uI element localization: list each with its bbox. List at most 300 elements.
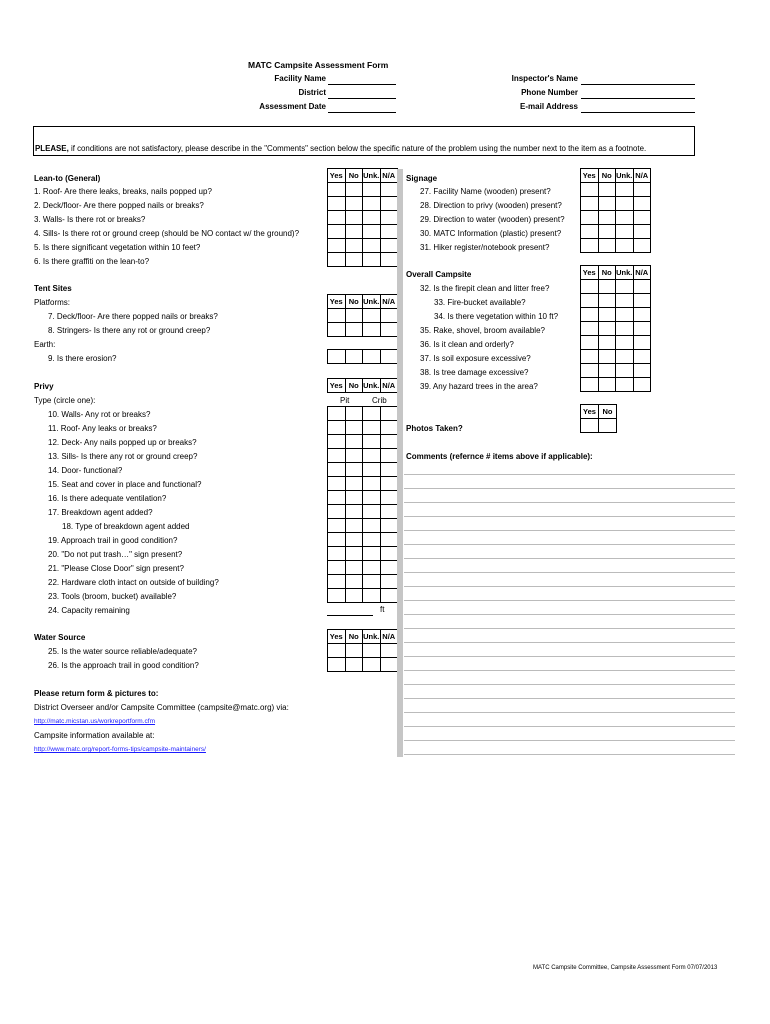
checkbox-cell[interactable] <box>328 561 346 575</box>
checkbox-cell[interactable] <box>633 350 651 364</box>
privy-type-label: Type (circle one): <box>34 396 96 405</box>
signage-title: Signage <box>406 174 438 183</box>
comment-line[interactable] <box>404 712 735 713</box>
checkbox-cell[interactable] <box>616 225 634 239</box>
checkbox-cell[interactable] <box>380 225 398 239</box>
checkbox-cell[interactable] <box>598 336 616 350</box>
checkbox-cell[interactable] <box>380 561 398 575</box>
checkbox-cell[interactable] <box>616 364 634 378</box>
overall-item-32: 32. Is the firepit clean and litter free? <box>420 284 550 293</box>
grid-row <box>328 561 398 575</box>
campsite-maintainers-link[interactable]: http://www.matc.org/report-forms-tips/campsite-maintainers/ <box>34 746 206 753</box>
facility-label: Facility Name <box>274 74 326 83</box>
checkbox-cell[interactable] <box>581 378 599 392</box>
yes-header: Yes <box>328 379 346 393</box>
signage-item-30: 30. MATC Information (plastic) present? <box>420 229 562 238</box>
checkbox-cell[interactable] <box>380 589 398 603</box>
checkbox-cell[interactable] <box>328 547 346 561</box>
grid-row <box>328 309 398 323</box>
checkbox-cell[interactable] <box>363 197 381 211</box>
checkbox-cell[interactable] <box>598 308 616 322</box>
checkbox-cell[interactable] <box>598 322 616 336</box>
checkbox-cell[interactable] <box>328 658 346 672</box>
earth-label: Earth: <box>34 340 56 349</box>
comment-line[interactable] <box>404 502 735 503</box>
privy-item-11: 11. Roof- Any leaks or breaks? <box>48 424 157 433</box>
checkbox-cell[interactable] <box>599 419 617 433</box>
no-header: No <box>345 379 363 393</box>
water-item-25: 25. Is the water source reliable/adequate? <box>48 647 197 656</box>
grid-row <box>581 183 651 197</box>
grid-row <box>581 322 651 336</box>
checkbox-cell[interactable] <box>581 419 599 433</box>
checkbox-cell[interactable] <box>380 644 398 658</box>
privy-title: Privy <box>34 382 54 391</box>
checkbox-cell[interactable] <box>363 225 381 239</box>
grid-row <box>328 589 398 603</box>
email-label: E-mail Address <box>520 102 578 111</box>
leanto-item-5: 5. Is there significant vegetation within 10 feet? <box>34 243 201 252</box>
checkbox-cell[interactable] <box>633 308 651 322</box>
checkbox-cell[interactable] <box>363 407 381 421</box>
checkbox-cell[interactable] <box>616 336 634 350</box>
checkbox-cell[interactable] <box>598 211 616 225</box>
checkbox-cell[interactable] <box>616 280 634 294</box>
checkbox-cell[interactable] <box>598 225 616 239</box>
return-link2-wrap <box>34 745 206 755</box>
checkbox-cell[interactable] <box>345 197 363 211</box>
checkbox-cell[interactable] <box>363 435 381 449</box>
grid-row <box>328 211 398 225</box>
checkbox-cell[interactable] <box>598 378 616 392</box>
privy-item-21: 21. "Please Close Door" sign present? <box>48 564 184 573</box>
checkbox-cell[interactable] <box>345 589 363 603</box>
comment-line[interactable] <box>404 684 735 685</box>
checkbox-cell[interactable] <box>633 336 651 350</box>
checkbox-cell[interactable] <box>598 350 616 364</box>
checkbox-cell[interactable] <box>345 491 363 505</box>
privy-item-15: 15. Seat and cover in place and functional? <box>48 480 202 489</box>
comments-label: Comments (refernce # items above if applicable): <box>406 452 593 461</box>
checkbox-cell[interactable] <box>328 407 346 421</box>
checkbox-cell[interactable] <box>598 197 616 211</box>
checkbox-cell[interactable] <box>363 463 381 477</box>
yes-header: Yes <box>581 169 599 183</box>
checkbox-cell[interactable] <box>363 547 381 561</box>
grid-row <box>581 378 651 392</box>
checkbox-cell[interactable] <box>598 364 616 378</box>
grid-row <box>328 253 398 267</box>
checkbox-cell[interactable] <box>380 658 398 672</box>
tent-item-7: 7. Deck/floor- Are there popped nails or breaks? <box>48 312 218 321</box>
checkbox-cell[interactable] <box>581 350 599 364</box>
comment-line[interactable] <box>404 586 735 587</box>
signage-item-31: 31. Hiker register/notebook present? <box>420 243 550 252</box>
grid-row <box>581 419 617 433</box>
checkbox-cell[interactable] <box>363 505 381 519</box>
checkbox-cell[interactable] <box>380 449 398 463</box>
checkbox-cell[interactable] <box>633 183 651 197</box>
checkbox-cell[interactable] <box>328 644 346 658</box>
water-title: Water Source <box>34 633 86 642</box>
instruction-body: if conditions are not satisfactory, please describe in the "Comments" section below the specific nature of the problem using the number next to the item as a footnote. <box>68 144 647 153</box>
checkbox-cell[interactable] <box>380 491 398 505</box>
yes-header: Yes <box>328 630 346 644</box>
grid-row <box>328 197 398 211</box>
grid-header-row <box>328 169 398 183</box>
return-line2: Campsite information available at: <box>34 731 155 740</box>
checkbox-cell[interactable] <box>363 350 381 364</box>
signage-item-29: 29. Direction to water (wooden) present? <box>420 215 565 224</box>
checkbox-cell[interactable] <box>633 211 651 225</box>
checkbox-cell[interactable] <box>345 435 363 449</box>
return-title: Please return form & pictures to: <box>34 689 159 698</box>
na-header: N/A <box>380 295 398 309</box>
overall-item-39: 39. Any hazard trees in the area? <box>420 382 538 391</box>
grid-row <box>328 435 398 449</box>
privy-item-14: 14. Door- functional? <box>48 466 123 475</box>
phone-field[interactable] <box>581 89 695 99</box>
checkbox-cell[interactable] <box>345 533 363 547</box>
checkbox-cell[interactable] <box>328 323 346 337</box>
checkbox-cell[interactable] <box>363 253 381 267</box>
comment-line[interactable] <box>404 656 735 657</box>
checkbox-cell[interactable] <box>380 505 398 519</box>
checkbox-cell[interactable] <box>380 547 398 561</box>
grid-row <box>328 491 398 505</box>
checkbox-cell[interactable] <box>363 575 381 589</box>
checkbox-cell[interactable] <box>363 449 381 463</box>
privy-item-22: 22. Hardware cloth intact on outside of building? <box>48 578 219 587</box>
checkbox-cell[interactable] <box>633 280 651 294</box>
checkbox-cell[interactable] <box>380 239 398 253</box>
privy-item-12: 12. Deck- Any nails popped up or breaks? <box>48 438 197 447</box>
grid-header-row <box>581 266 651 280</box>
inspector-field[interactable] <box>581 75 695 85</box>
grid-row <box>581 225 651 239</box>
checkbox-cell[interactable] <box>363 323 381 337</box>
instruction-bold: PLEASE, <box>35 144 69 153</box>
photos-label: Photos Taken? <box>406 424 463 433</box>
leanto-item-3: 3. Walls- Is there rot or breaks? <box>34 215 146 224</box>
checkbox-cell[interactable] <box>380 435 398 449</box>
comment-line[interactable] <box>404 474 735 475</box>
checkbox-cell[interactable] <box>616 350 634 364</box>
privy-item-17: 17. Breakdown agent added? <box>48 508 153 517</box>
water-grid <box>327 629 398 672</box>
checkbox-cell[interactable] <box>345 225 363 239</box>
grid-row <box>581 308 651 322</box>
checkbox-cell[interactable] <box>328 183 346 197</box>
checkbox-cell[interactable] <box>363 561 381 575</box>
grid-row <box>328 519 398 533</box>
checkbox-cell[interactable] <box>616 308 634 322</box>
yes-header: Yes <box>581 266 599 280</box>
email-field[interactable] <box>581 103 695 113</box>
tent-item-9: 9. Is there erosion? <box>48 354 117 363</box>
checkbox-cell[interactable] <box>380 309 398 323</box>
comment-line[interactable] <box>404 628 735 629</box>
phone-label: Phone Number <box>521 88 578 97</box>
checkbox-cell[interactable] <box>581 225 599 239</box>
checkbox-cell[interactable] <box>363 491 381 505</box>
checkbox-cell[interactable] <box>328 491 346 505</box>
checkbox-cell[interactable] <box>380 197 398 211</box>
unk-header: Unk. <box>616 169 634 183</box>
na-header: N/A <box>380 630 398 644</box>
return-link1-wrap <box>34 717 155 727</box>
privy-type-crib[interactable]: Crib <box>372 396 387 405</box>
checkbox-cell[interactable] <box>328 197 346 211</box>
grid-row <box>581 294 651 308</box>
privy-type-pit[interactable]: Pit <box>340 396 350 405</box>
grid-header-row <box>328 379 398 393</box>
checkbox-cell[interactable] <box>328 309 346 323</box>
capacity-field[interactable] <box>327 604 373 616</box>
checkbox-cell[interactable] <box>345 407 363 421</box>
checkbox-cell[interactable] <box>616 322 634 336</box>
grid-row <box>581 364 651 378</box>
checkbox-cell[interactable] <box>380 253 398 267</box>
district-label: District <box>298 88 326 97</box>
checkbox-cell[interactable] <box>380 477 398 491</box>
leanto-item-6: 6. Is there graffiti on the lean-to? <box>34 257 150 266</box>
footer-text: MATC Campsite Committee, Campsite Assessment Form 07/07/2013 <box>533 965 718 971</box>
checkbox-cell[interactable] <box>581 336 599 350</box>
checkbox-cell[interactable] <box>581 280 599 294</box>
checkbox-cell[interactable] <box>345 575 363 589</box>
checkbox-cell[interactable] <box>328 225 346 239</box>
checkbox-cell[interactable] <box>345 505 363 519</box>
checkbox-cell[interactable] <box>581 322 599 336</box>
overall-item-38: 38. Is tree damage excessive? <box>420 368 529 377</box>
grid-row <box>328 421 398 435</box>
checkbox-cell[interactable] <box>363 644 381 658</box>
checkbox-cell[interactable] <box>581 197 599 211</box>
checkbox-cell[interactable] <box>345 309 363 323</box>
workreport-link[interactable]: http://matc.micstan.us/workreportform.cfm <box>34 718 156 725</box>
checkbox-cell[interactable] <box>616 211 634 225</box>
checkbox-cell[interactable] <box>633 322 651 336</box>
checkbox-cell[interactable] <box>633 197 651 211</box>
checkbox-cell[interactable] <box>616 294 634 308</box>
checkbox-cell[interactable] <box>616 239 634 253</box>
checkbox-cell[interactable] <box>345 644 363 658</box>
checkbox-cell[interactable] <box>363 183 381 197</box>
leanto-title: Lean-to (General) <box>34 174 101 183</box>
checkbox-cell[interactable] <box>328 239 346 253</box>
privy-item-13: 13. Sills- Is there any rot or ground creep? <box>48 452 198 461</box>
grid-row <box>328 644 398 658</box>
leanto-grid <box>327 168 398 267</box>
unk-header: Unk. <box>363 630 381 644</box>
checkbox-cell[interactable] <box>328 435 346 449</box>
na-header: N/A <box>380 379 398 393</box>
checkbox-cell[interactable] <box>328 211 346 225</box>
no-header: No <box>345 295 363 309</box>
checkbox-cell[interactable] <box>328 575 346 589</box>
comment-line[interactable] <box>404 488 735 489</box>
district-field[interactable] <box>328 89 396 99</box>
grid-row <box>581 350 651 364</box>
checkbox-cell[interactable] <box>363 211 381 225</box>
checkbox-cell[interactable] <box>328 421 346 435</box>
checkbox-cell[interactable] <box>328 350 346 364</box>
comment-line[interactable] <box>404 740 735 741</box>
checkbox-cell[interactable] <box>328 589 346 603</box>
grid-row <box>328 323 398 337</box>
overall-title: Overall Campsite <box>406 270 472 279</box>
overall-item-35: 35. Rake, shovel, broom available? <box>420 326 545 335</box>
checkbox-cell[interactable] <box>363 239 381 253</box>
checkbox-cell[interactable] <box>345 477 363 491</box>
checkbox-cell[interactable] <box>380 533 398 547</box>
checkbox-cell[interactable] <box>581 183 599 197</box>
unk-header: Unk. <box>363 169 381 183</box>
checkbox-cell[interactable] <box>328 505 346 519</box>
checkbox-cell[interactable] <box>380 323 398 337</box>
grid-row <box>328 449 398 463</box>
comment-line[interactable] <box>404 642 735 643</box>
checkbox-cell[interactable] <box>363 658 381 672</box>
checkbox-cell[interactable] <box>328 477 346 491</box>
checkbox-cell[interactable] <box>598 239 616 253</box>
checkbox-cell[interactable] <box>633 239 651 253</box>
checkbox-cell[interactable] <box>328 533 346 547</box>
privy-item-10: 10. Walls- Any rot or breaks? <box>48 410 151 419</box>
comment-line[interactable] <box>404 754 735 755</box>
checkbox-cell[interactable] <box>345 183 363 197</box>
comment-line[interactable] <box>404 670 735 671</box>
checkbox-cell[interactable] <box>363 477 381 491</box>
checkbox-cell[interactable] <box>633 294 651 308</box>
checkbox-cell[interactable] <box>363 421 381 435</box>
comment-line[interactable] <box>404 516 735 517</box>
grid-row <box>581 197 651 211</box>
no-header: No <box>345 630 363 644</box>
checkbox-cell[interactable] <box>598 294 616 308</box>
checkbox-cell[interactable] <box>328 519 346 533</box>
grid-row <box>328 547 398 561</box>
no-header: No <box>345 169 363 183</box>
checkbox-cell[interactable] <box>380 463 398 477</box>
checkbox-cell[interactable] <box>633 364 651 378</box>
overall-grid <box>580 265 651 392</box>
inspector-label: Inspector's Name <box>511 74 578 83</box>
grid-row <box>328 225 398 239</box>
platforms-label: Platforms: <box>34 298 71 307</box>
checkbox-cell[interactable] <box>345 350 363 364</box>
checkbox-cell[interactable] <box>380 421 398 435</box>
checkbox-cell[interactable] <box>380 350 398 364</box>
facility-field[interactable] <box>328 75 396 85</box>
overall-item-37: 37. Is soil exposure excessive? <box>420 354 531 363</box>
checkbox-cell[interactable] <box>345 421 363 435</box>
comment-line[interactable] <box>404 572 735 573</box>
privy-grid <box>327 378 398 393</box>
checkbox-cell[interactable] <box>380 575 398 589</box>
checkbox-cell[interactable] <box>616 183 634 197</box>
grid-header-row <box>328 630 398 644</box>
checkbox-cell[interactable] <box>581 364 599 378</box>
checkbox-cell[interactable] <box>345 239 363 253</box>
checkbox-cell[interactable] <box>328 449 346 463</box>
yes-header: Yes <box>328 169 346 183</box>
checkbox-cell[interactable] <box>581 294 599 308</box>
comment-line[interactable] <box>404 530 735 531</box>
return-line1: District Overseer and/or Campsite Committee (campsite@matc.org) via: <box>34 703 289 712</box>
privy-item-16: 16. Is there adequate ventilation? <box>48 494 167 503</box>
checkbox-cell[interactable] <box>345 323 363 337</box>
overall-item-33: 33. Fire-bucket available? <box>434 298 526 307</box>
checkbox-cell[interactable] <box>345 463 363 477</box>
checkbox-cell[interactable] <box>345 658 363 672</box>
privy-item-19: 19. Approach trail in good condition? <box>48 536 178 545</box>
checkbox-cell[interactable] <box>345 547 363 561</box>
checkbox-cell[interactable] <box>380 183 398 197</box>
grid-row <box>581 336 651 350</box>
form-title: MATC Campsite Assessment Form <box>248 60 389 70</box>
assessment-date-field[interactable] <box>328 103 396 113</box>
checkbox-cell[interactable] <box>328 463 346 477</box>
comment-line[interactable] <box>404 698 735 699</box>
checkbox-cell[interactable] <box>345 253 363 267</box>
comment-line[interactable] <box>404 726 735 727</box>
checkbox-cell[interactable] <box>633 378 651 392</box>
checkbox-cell[interactable] <box>581 308 599 322</box>
no-header: No <box>598 266 616 280</box>
checkbox-cell[interactable] <box>363 589 381 603</box>
checkbox-cell[interactable] <box>380 211 398 225</box>
grid-row <box>328 350 398 364</box>
earth-grid <box>327 349 398 364</box>
overall-item-34: 34. Is there vegetation within 10 ft? <box>434 312 559 321</box>
checkbox-cell[interactable] <box>328 253 346 267</box>
comment-line[interactable] <box>404 614 735 615</box>
checkbox-cell[interactable] <box>363 519 381 533</box>
checkbox-cell[interactable] <box>581 239 599 253</box>
grid-row <box>328 239 398 253</box>
comment-line[interactable] <box>404 558 735 559</box>
checkbox-cell[interactable] <box>616 378 634 392</box>
checkbox-cell[interactable] <box>380 407 398 421</box>
grid-header-row <box>328 295 398 309</box>
checkbox-cell[interactable] <box>616 197 634 211</box>
checkbox-cell[interactable] <box>380 519 398 533</box>
checkbox-cell[interactable] <box>581 211 599 225</box>
checkbox-cell[interactable] <box>598 183 616 197</box>
checkbox-cell[interactable] <box>363 533 381 547</box>
na-header: N/A <box>633 266 651 280</box>
checkbox-cell[interactable] <box>598 280 616 294</box>
no-header: No <box>598 169 616 183</box>
comment-line[interactable] <box>404 544 735 545</box>
privy-item-23: 23. Tools (broom, bucket) available? <box>48 592 177 601</box>
checkbox-cell[interactable] <box>345 449 363 463</box>
checkbox-cell[interactable] <box>345 519 363 533</box>
checkbox-cell[interactable] <box>363 309 381 323</box>
checkbox-cell[interactable] <box>345 561 363 575</box>
comment-line[interactable] <box>404 600 735 601</box>
checkbox-cell[interactable] <box>633 225 651 239</box>
checkbox-cell[interactable] <box>345 211 363 225</box>
leanto-item-2: 2. Deck/floor- Are there popped nails or breaks? <box>34 201 204 210</box>
instruction-box <box>33 126 695 156</box>
photos-grid <box>580 404 617 433</box>
grid-row <box>581 280 651 294</box>
grid-row <box>581 211 651 225</box>
signage-item-27: 27. Facility Name (wooden) present? <box>420 187 551 196</box>
